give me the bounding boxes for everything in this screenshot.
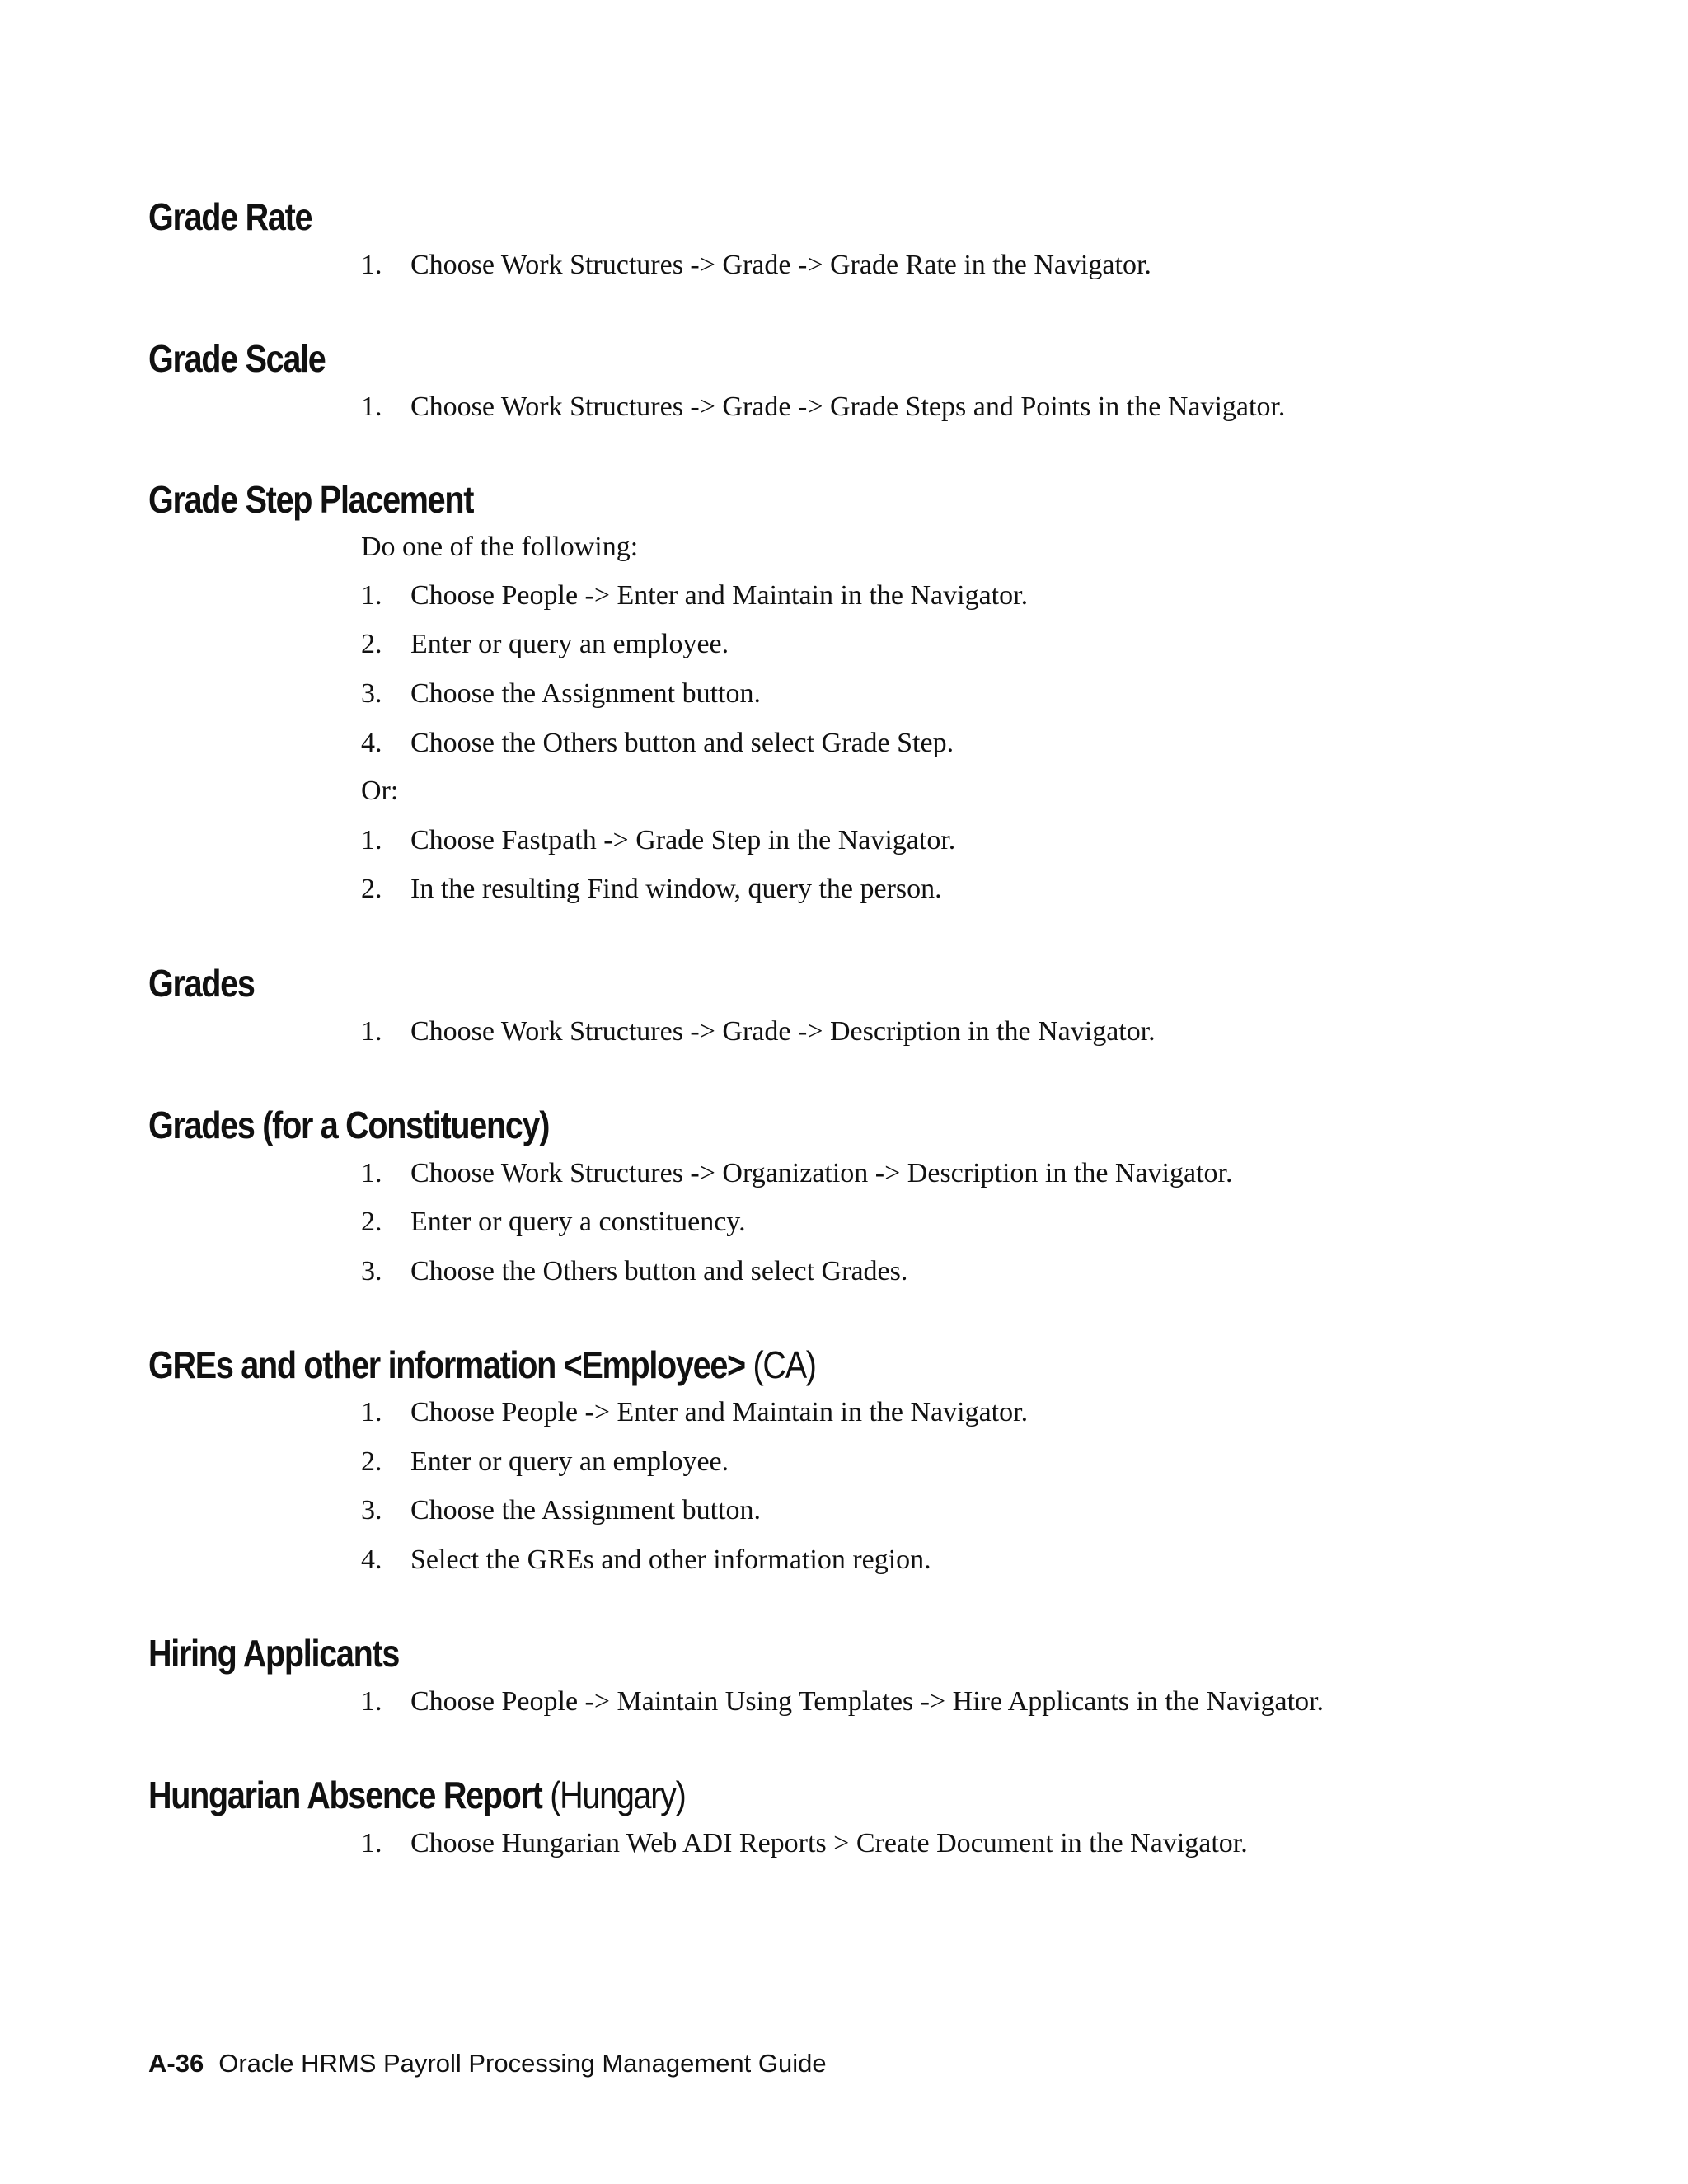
list-item	[361, 1155, 1233, 1192]
section-heading	[148, 1630, 399, 1676]
alternative-text	[361, 773, 398, 809]
item-number: 2.	[361, 874, 382, 904]
list-item	[361, 871, 942, 907]
item-text: Choose the Others button and select Grade Step.	[410, 728, 954, 758]
item-number: 1.	[361, 1158, 382, 1188]
item-text: Choose Work Structures -> Grade -> Grade Rate in the Navigator.	[410, 250, 1151, 280]
heading-title: Grades	[148, 962, 255, 1005]
heading-suffix: (CA)	[744, 1343, 816, 1386]
item-number: 4.	[361, 728, 382, 758]
section-heading	[148, 194, 312, 240]
list-item	[361, 1542, 931, 1578]
item-text: Choose Work Structures -> Grade -> Description in the Navigator.	[410, 1016, 1156, 1047]
item-number: 4.	[361, 1544, 382, 1575]
list-item	[361, 389, 1285, 425]
section-heading	[148, 960, 255, 1006]
list-item	[361, 1684, 1324, 1720]
item-text: Choose People -> Enter and Maintain in the Navigator.	[410, 1397, 1029, 1427]
book-title: Oracle HRMS Payroll Processing Management Guide	[218, 2049, 827, 2078]
item-number: 1.	[361, 250, 382, 280]
item-text: Enter or query an employee.	[410, 629, 729, 659]
section-heading	[148, 335, 326, 382]
list-item	[361, 823, 955, 859]
heading-title: Grade Rate	[148, 195, 312, 238]
item-number: 1.	[361, 1016, 382, 1047]
item-text: Choose Work Structures -> Organization -> Description in the Navigator.	[410, 1158, 1233, 1188]
section-heading	[148, 1772, 686, 1818]
list-item	[361, 578, 1028, 614]
section-heading	[148, 1342, 816, 1388]
list-item	[361, 1254, 907, 1290]
item-number: 1.	[361, 825, 382, 855]
item-text: Choose the Others button and select Grades.	[410, 1256, 908, 1286]
item-number: 1.	[361, 1397, 382, 1427]
list-item	[361, 626, 729, 663]
item-text: Choose Work Structures -> Grade -> Grade Steps and Points in the Navigator.	[410, 391, 1286, 422]
list-item	[361, 725, 954, 762]
heading-suffix: (Hungary)	[542, 1774, 686, 1816]
item-number: 1.	[361, 580, 382, 611]
item-text: In the resulting Find window, query the person.	[410, 874, 942, 904]
item-number: 3.	[361, 1256, 382, 1286]
item-text: Select the GREs and other information region.	[410, 1544, 931, 1575]
item-number: 1.	[361, 1828, 382, 1858]
item-number: 1.	[361, 1686, 382, 1717]
heading-title: Grade Step Placement	[148, 478, 474, 521]
item-number: 2.	[361, 629, 382, 659]
list-item	[361, 1444, 729, 1480]
heading-title: Hiring Applicants	[148, 1632, 400, 1675]
heading-title: GREs and other information <Employee>	[148, 1343, 745, 1386]
list-item	[361, 1493, 761, 1529]
item-text: Choose People -> Enter and Maintain in the Navigator.	[410, 580, 1029, 611]
item-text: Do one of the following:	[361, 532, 639, 562]
intro-text	[361, 529, 638, 565]
item-text: Enter or query a constituency.	[410, 1207, 746, 1237]
item-text: Enter or query an employee.	[410, 1446, 729, 1477]
item-number: 2.	[361, 1207, 382, 1237]
item-text: Choose the Assignment button.	[410, 1495, 761, 1526]
page-number: A-36	[148, 2049, 204, 2078]
page-footer	[148, 2047, 827, 2080]
item-text: Choose Hungarian Web ADI Reports > Create Document in the Navigator.	[410, 1828, 1248, 1858]
item-number: 2.	[361, 1446, 382, 1477]
item-number: 3.	[361, 678, 382, 709]
heading-title: Grades (for a Constituency)	[148, 1104, 550, 1146]
section-heading	[148, 476, 473, 523]
heading-title: Hungarian Absence Report	[148, 1774, 542, 1816]
list-item	[361, 1014, 1156, 1050]
list-item	[361, 1825, 1248, 1862]
item-text: Choose the Assignment button.	[410, 678, 761, 709]
item-text: Or:	[361, 776, 399, 806]
item-text: Choose People -> Maintain Using Templates -> Hire Applicants in the Navigator.	[410, 1686, 1325, 1717]
section-heading	[148, 1102, 549, 1148]
item-number: 3.	[361, 1495, 382, 1526]
list-item	[361, 1394, 1028, 1431]
list-item	[361, 247, 1151, 284]
list-item	[361, 1204, 746, 1240]
list-item	[361, 676, 761, 712]
heading-title: Grade Scale	[148, 337, 326, 380]
item-number: 1.	[361, 391, 382, 422]
item-text: Choose Fastpath -> Grade Step in the Navigator.	[410, 825, 956, 855]
